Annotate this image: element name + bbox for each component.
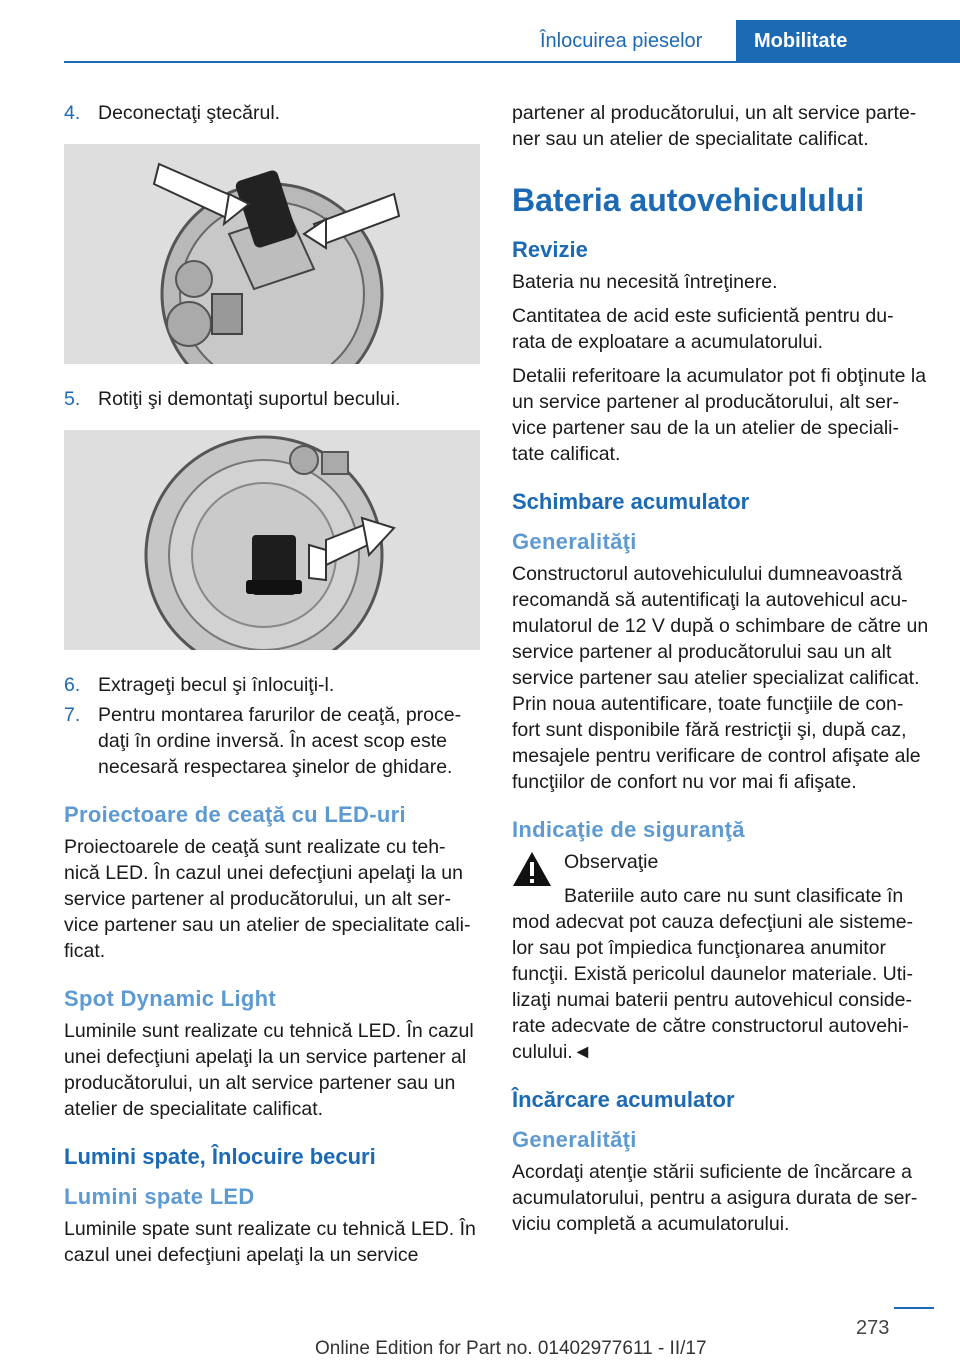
right-column — [512, 100, 932, 1245]
step-text: Rotiţi şi demontaţi suportul becului. — [98, 388, 401, 410]
heading-battery-charging: Încărcare acumulator — [512, 1087, 735, 1112]
page-header — [0, 0, 960, 62]
step-7 — [64, 702, 482, 780]
heading-spot-dynamic-light: Spot Dynamic Light — [64, 986, 276, 1011]
step-number: 6. — [64, 674, 81, 696]
paragraph-fog-lights: Proiectoarele de ceaţă sunt realizate cu teh‐ nică LED. În cazul unei defecţiuni apelaţi la un service partener al producătorului, un alt ser‐ vice partener sau un atelier de specialitate cali‐ ficat. — [64, 836, 471, 962]
page-number: 273 — [856, 1317, 890, 1339]
step-text: Deconectaţi ştecărul. — [98, 102, 281, 124]
paragraph-spot-dynamic-light: Luminile sunt realizate cu tehnică LED. În cazul unei defecţiuni apelaţi la un service partener al producătorului, un alt service partener sau un atelier de specialitate calificat. — [64, 1020, 474, 1120]
heading-maintenance: Revizie — [512, 237, 588, 262]
unplug-connector-figure — [64, 144, 480, 364]
heading-general-1: Generalităţi — [512, 529, 637, 554]
step-number: 5. — [64, 388, 81, 410]
heading-rear-lights: Lumini spate, Înlocuire becuri — [64, 1144, 376, 1169]
step-number: 7. — [64, 704, 81, 726]
heading-rear-lights-led: Lumini spate LED — [64, 1184, 255, 1209]
paragraph-maintenance-1: Bateria nu necesită întreţinere. — [512, 271, 778, 293]
step-5 — [64, 386, 482, 412]
footer-rule — [894, 1307, 934, 1309]
paragraph-general-1: Constructorul autovehiculului dumneavoastră recomandă să autentificaţi la autovehicul acu‐ mulatorul de 12 V după o schimbare de către un service partener al producătorului sau un alt service partener sau atelier specializat calificat. Prin noua autentificare, toate funcţiile de con‐ fort sunt disponibile fără restricţii şi, după caz, mesajele pentru verificare de control afişate ale funcţiilor de confort nu vor mai fi afişate. — [512, 563, 929, 793]
edition-footer: Online Edition for Part no. 01402977611 - II/17 — [315, 1338, 707, 1359]
heading-safety-note: Indicaţie de siguranţă — [512, 817, 745, 842]
warning-icon — [512, 851, 552, 887]
heading-vehicle-battery: Bateria autovehiculului — [512, 182, 865, 218]
heading-general-2: Generalităţi — [512, 1127, 637, 1152]
warning-text: Bateriile auto care nu sunt clasificate în mod adecvat pot cauza defecţiuni ale sisteme‐ lor sau pot împiedica funcţionarea anumitor funcţii. Există pericolul daunelor materiale. Uti‐ lizaţi numai baterii pentru autovehicul conside‐ rate adecvate de către constructorul autovehi‐ culului.◄ — [512, 885, 914, 1063]
heading-fog-lights-led: Proiectoare de ceaţă cu LED-uri — [64, 802, 406, 827]
step-6 — [64, 672, 482, 698]
step-4 — [64, 100, 482, 126]
step-text: Extrageţi becul şi înlocuiţi-l. — [98, 674, 335, 696]
warning-title: Observaţie — [564, 851, 659, 873]
step-number: 4. — [64, 102, 81, 124]
step-text: Pentru montarea farurilor de ceaţă, proce‐ daţi în ordine inversă. În acest scop este necesară respectarea şinelor de ghidare. — [98, 704, 462, 778]
paragraph-rear-lights-led: Luminile spate sunt realizate cu tehnică LED. În cazul unei defecţiuni apelaţi la un service — [64, 1218, 476, 1266]
left-column — [64, 100, 482, 1276]
paragraph-maintenance-3: Detalii referitoare la acumulator pot fi obţinute la un service partener al producătorului, alt ser‐ vice partener sau de la un atelier de speciali‐ tate calificat. — [512, 365, 927, 465]
remove-bulb-holder-figure — [64, 430, 480, 650]
paragraph-continued: partener al producătorului, un alt service parte‐ ner sau un atelier de specialitate calificat. — [512, 102, 917, 150]
chapter-tab: Mobilitate — [736, 20, 960, 62]
paragraph-maintenance-2: Cantitatea de acid este suficientă pentru du‐ rata de exploatare a acumulatorului. — [512, 305, 894, 353]
warning-block — [512, 849, 932, 875]
heading-battery-change: Schimbare acumulator — [512, 489, 750, 514]
header-rule — [64, 61, 960, 63]
section-title: Înlocuirea pieselor — [540, 30, 703, 52]
paragraph-general-2: Acordaţi atenţie stării suficiente de încărcare a acumulatorului, pentru a asigura durata de ser‐ viciu completă a acumulatorului. — [512, 1161, 918, 1235]
